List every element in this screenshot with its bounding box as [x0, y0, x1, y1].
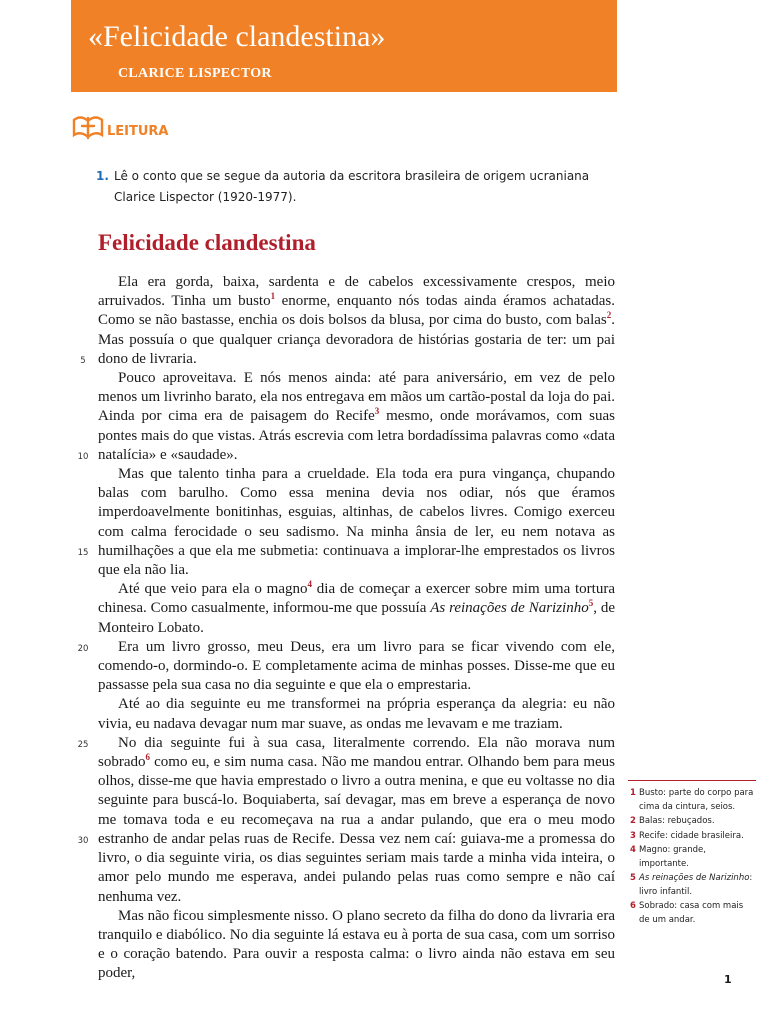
paragraph: No dia seguinte fui à sua casa, literalmente correndo. Ela não morava num sobrado$^6$ como eu, e sim numa casa. Não me mandou entrar. Olhando bem para meus olhos, disse-me que havia emprestado o livro a outra menina, e que eu voltasse no dia seguinte para buscá-lo. Boquiaberta, saí devagar, mas em breve a esperança de novo me tomava toda e eu recomeçava na rua a andar pulando, que era o meu modo estranho de andar pelas ruas de Recife. Dessa vez nem caí: guiava-me a promessa do livro, o dia seguinte viria, os dias seguintes seriam mais tarde a minha vida inteira, o amor pelo mundo me esperava, andei pulando pelas ruas como sempre e não caí nenhuma vez.	[98, 734, 615, 905]
task-instruction	[96, 166, 620, 208]
paragraph: Mas que talento tinha para a crueldade. Ela toda era pura vingança, chupando balas com barulho. Como essa menina devia nos odiar, nós que éramos imperdoavelmente bonitinhas, esguias, altinhas, de cabelos livres. Comigo exerceu com calma ferocidade o seu sadismo. Na minha ânsia de ler, eu nem notava as humilhações a que ela me submetia: continuava a implorar-lhe emprestados os livros que ela não lia.	[98, 466, 615, 579]
glossary-note: 4 Magno: grande, importante.	[630, 845, 706, 869]
glossary-notes	[628, 780, 756, 928]
line-number: 20	[77, 644, 89, 654]
author-name: CLARICE LISPECTOR	[118, 66, 272, 81]
line-number: 10	[77, 452, 89, 462]
line-number: 30	[77, 836, 89, 846]
paragraph: Ela era gorda, baixa, sardenta e de cabelos excessivamente crespos, meio arruivados. Tinha um busto$^1$ enorme, enquanto nós todas ainda éramos achatadas. Como se não bastasse, enchia os dois bolsos da blusa, por cima do busto, com balas$^2$. Mas possuía o que qualquer criança devoradora de histórias gostaria de ter: um pai dono de livraria.	[98, 274, 615, 367]
paragraph: Mas não ficou simplesmente nisso. O plano secreto da filha do dono da livraria era tranquilo e diabólico. No dia seguinte lá estava eu à porta de sua casa, com um sorriso e o coração batendo. Para ouvir a resposta calma: o livro ainda não estava em seu poder,	[98, 907, 615, 982]
glossary-note: 1 Busto: parte do corpo para cima da cintura, seios.	[630, 788, 754, 812]
footnote-ref: 1	[270, 291, 276, 302]
footnote-ref: 4	[307, 579, 313, 590]
task-line: Lê o conto que se segue da autoria da escritora brasileira de origem ucraniana	[114, 169, 590, 183]
task-line: Clarice Lispector (1920-1977).	[114, 190, 297, 204]
glossary-note: 6 Sobrado: casa com mais de um andar.	[630, 901, 744, 925]
paragraph: Pouco aproveitava. E nós menos ainda: até para aniversário, em vez de pelo menos um livrinho barato, ela nos entregava em mãos um cartão-postal da loja do pai. Ainda por cima era de paisagem do Recife$^3$ mesmo, onde morávamos, com suas pontes mais do que vistas. Atrás escrevia com letra bordadíssima palavras como «data natalícia» e «saudade».	[98, 370, 615, 463]
task-number: 1.	[96, 169, 109, 183]
story-text	[98, 273, 615, 984]
footnote-ref: 2	[606, 310, 612, 321]
document-title: «Felicidade clandestina»	[88, 20, 386, 53]
page-number: 1	[724, 973, 732, 986]
section-label: LEITURA	[107, 124, 169, 139]
title-banner	[71, 0, 617, 92]
paragraph: Até que veio para ela o magno$^4$ dia de começar a exercer sobre mim uma tortura chinesa. Como casualmente, informou-me que possuía As reinações de Narizinho$^5$, de Monteiro Lobato.	[98, 579, 615, 636]
book-title: As reinações de Narizinho	[430, 600, 589, 617]
story-title: Felicidade clandestina	[98, 230, 316, 255]
paragraph: Era um livro grosso, meu Deus, era um livro para se ficar vivendo com ele, comendo-o, dormindo-o. E completamente acima de minhas posses. Disse-me que eu passasse pela sua casa no dia seguinte e que ela o emprestaria.	[98, 638, 615, 694]
paragraph: Até ao dia seguinte eu me transformei na própria esperança da alegria: eu não vivia, eu nadava devagar num mar suave, as ondas me levavam e me traziam.	[98, 696, 615, 732]
footnote-ref: 5	[588, 598, 594, 609]
footnote-ref: 6	[145, 752, 150, 763]
glossary-note: 3 Recife: cidade brasileira.	[630, 830, 744, 841]
line-number: 5	[80, 356, 86, 366]
glossary-note: 2 Balas: rebuçados.	[630, 816, 715, 826]
line-number: 25	[77, 740, 89, 750]
glossary-note: 5 As reinações de Narizinho: livro infantil.	[630, 873, 753, 897]
reading-icon	[71, 112, 105, 142]
line-number: 15	[77, 548, 89, 558]
footnote-ref: 3	[374, 406, 380, 417]
